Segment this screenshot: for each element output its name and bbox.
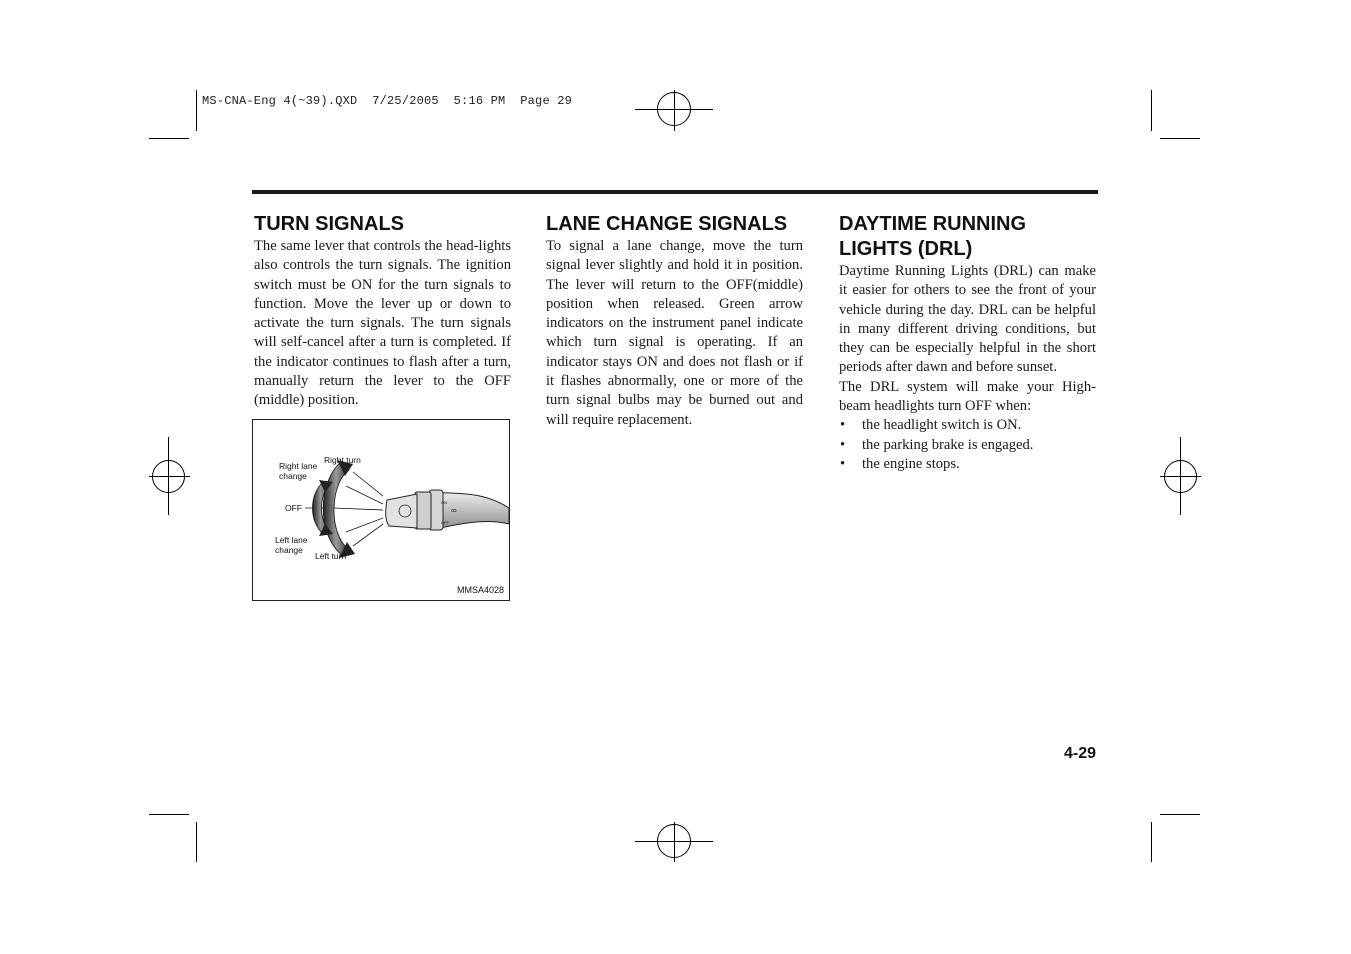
turn-signals-title: TURN SIGNALS: [254, 213, 404, 235]
crop-mark: [1151, 90, 1152, 131]
list-item: • the parking brake is engaged.: [839, 436, 1096, 456]
bullet-marker: •: [840, 456, 846, 473]
bullet-marker: •: [840, 436, 846, 453]
drl-body-1: Daytime Running Lights (DRL) can make it easier for others to see the front of your vehicle during the day. DRL can be helpful in many different driving conditions, but they can be especially helpful in the short periods after dawn and before sunset.: [839, 263, 1096, 376]
crop-mark: [196, 90, 197, 131]
turn-signal-lever-figure: [252, 419, 510, 601]
lane-change-title: LANE CHANGE SIGNALS: [546, 213, 788, 235]
figure-label-right-turn: Right turn: [324, 455, 361, 465]
list-item: • the headlight switch is ON.: [839, 416, 1096, 436]
figure-label-right-lane-change: Right lane change: [279, 461, 318, 481]
turn-signals-body: The same lever that controls the head-lights also controls the turn signals. The ignition switch must be ON for the turn signals to function. Move the lever up or down to activate the turn signals. The turn signals will self-cancel after a turn is completed. If the indicator continues to flash after a turn, manually return the lever to the OFF (middle) position.: [254, 238, 511, 409]
drl-body-2: The DRL system will make your High-beam headlights turn OFF when:: [839, 378, 1096, 415]
figure-label-off: OFF: [285, 503, 302, 513]
figure-label-left-lane-change: Left lane change: [275, 535, 308, 555]
file-slug: MS-CNA-Eng 4(~39).QXD 7/25/2005 5:16 PM Page 29: [202, 94, 573, 108]
svg-text:∞: ∞: [451, 506, 457, 515]
drl-title: DAYTIME RUNNING LIGHTS (DRL): [839, 213, 1027, 260]
crop-mark: [1151, 822, 1152, 862]
bullet-marker: •: [840, 417, 846, 434]
crop-mark: [1160, 814, 1200, 815]
turn-signals-section: [254, 212, 511, 411]
header-rule: [252, 190, 1098, 194]
crop-mark: [196, 822, 197, 862]
figure-label-left-turn: Left turn: [315, 551, 347, 561]
drl-section: [839, 212, 1096, 475]
crop-mark: [1160, 138, 1200, 139]
list-item: • the engine stops.: [839, 455, 1096, 475]
crop-mark: [149, 814, 189, 815]
lane-change-body: To signal a lane change, move the turn signal lever slightly and hold it in position. The lever will return to the OFF(middle) position when released. Green arrow indicators on the instrument panel indicate which turn signal is operating. If an indicator stays ON and does not flash or if it flashes abnormally, one or more of the turn signal bulbs may be burned out and will require replacement.: [546, 238, 803, 428]
page-number: 4-29: [1064, 745, 1097, 762]
svg-text:OFF: OFF: [441, 520, 449, 525]
crop-mark: [149, 138, 189, 139]
svg-text:ON: ON: [441, 500, 447, 505]
drl-conditions-list: [839, 416, 1096, 475]
figure-code: MMSA4028: [456, 585, 504, 595]
lane-change-section: [546, 212, 803, 430]
